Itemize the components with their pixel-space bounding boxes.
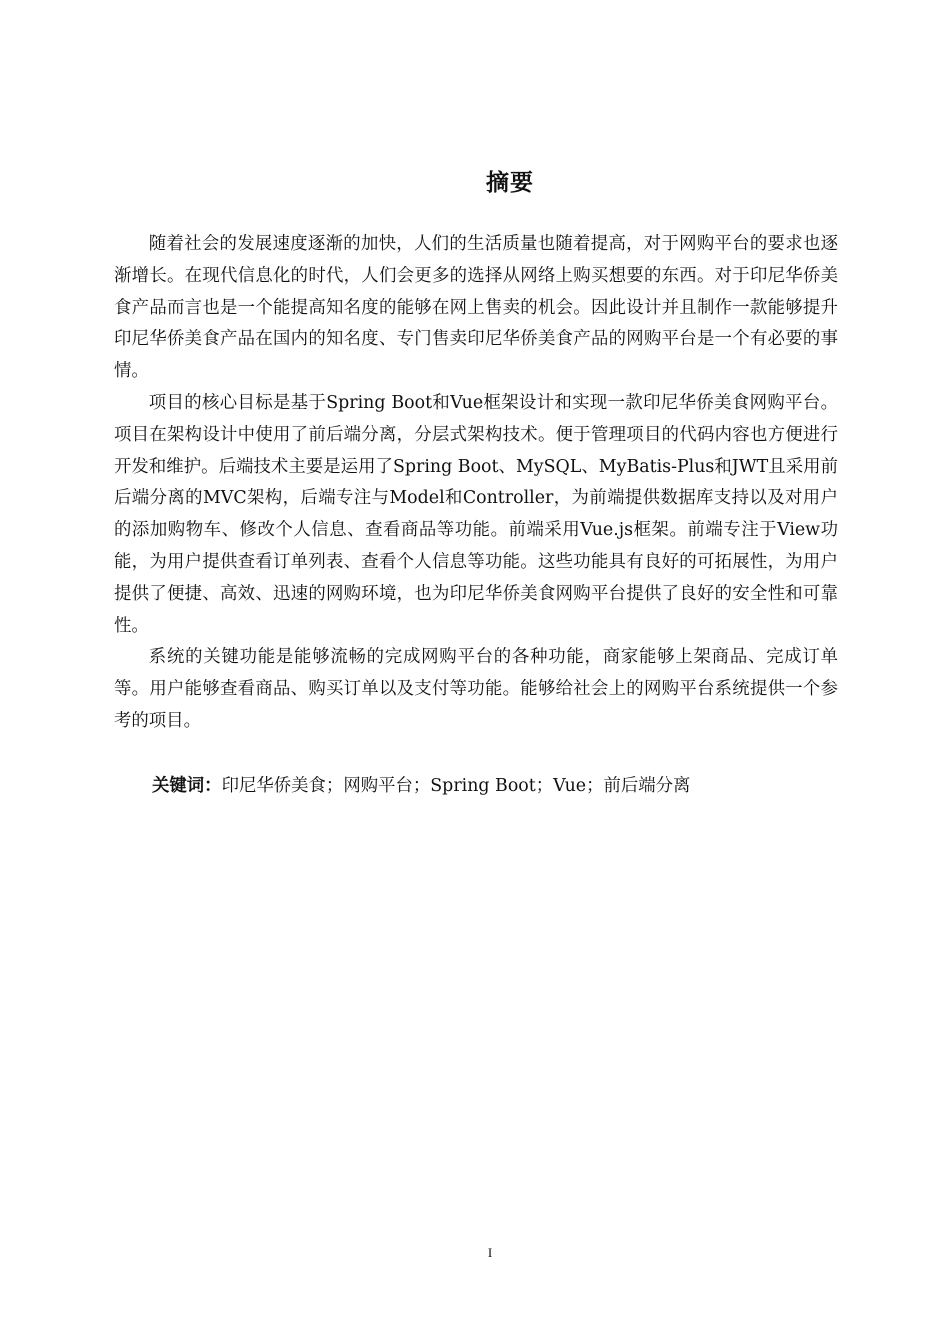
keywords-line xyxy=(152,771,690,803)
abstract-paragraph-1: 随着社会的发展速度逐渐的加快，人们的生活质量也随着提高，对于网购平台的要求也逐渐增长。在现代信息化的时代，人们会更多的选择从网络上购买想要的东西。对于印尼华侨美食产品而言也是一个能提高知名度的能够在网上售卖的机会。因此设计并且制作一款能够提升印尼华侨美食产品在国内的知名度、专门售卖印尼华侨美食产品的网购平台是一个有必要的事情。 xyxy=(114,234,838,382)
abstract-paragraph-2: 项目的核心目标是基于Spring Boot和Vue框架设计和实现一款印尼华侨美食网购平台。项目在架构设计中使用了前后端分离，分层式架构技术。便于管理项目的代码内容也方便进行开发和维护。后端技术主要是运用了Spring Boot、MySQL、MyBatis-Plus和JWT且采用前后端分离的MVC架构，后端专注与Model和Controller，为前端提供数据库支持以及对用户的添加购物车、修改个人信息、查看商品等功能。前端采用Vue.js框架。前端专注于View功能，为用户提供查看订单列表、查看个人信息等功能。这些功能具有良好的可拓展性，为用户提供了便捷、高效、迅速的网购环境，也为印尼华侨美食网购平台提供了良好的安全性和可靠性。 xyxy=(114,392,838,636)
abstract-paragraph-3: 系统的关键功能是能够流畅的完成网购平台的各种功能，商家能够上架商品、完成订单等。用户能够查看商品、购买订单以及支付等功能。能够给社会上的网购平台系统提供一个参考的项目。 xyxy=(114,647,838,731)
abstract-body xyxy=(114,229,838,738)
abstract-title: 摘要 xyxy=(486,170,534,196)
keywords-text: 印尼华侨美食；网购平台；Spring Boot；Vue；前后端分离 xyxy=(221,776,691,796)
page-number: I xyxy=(487,1245,493,1260)
keywords-label: 关键词： xyxy=(152,776,222,796)
